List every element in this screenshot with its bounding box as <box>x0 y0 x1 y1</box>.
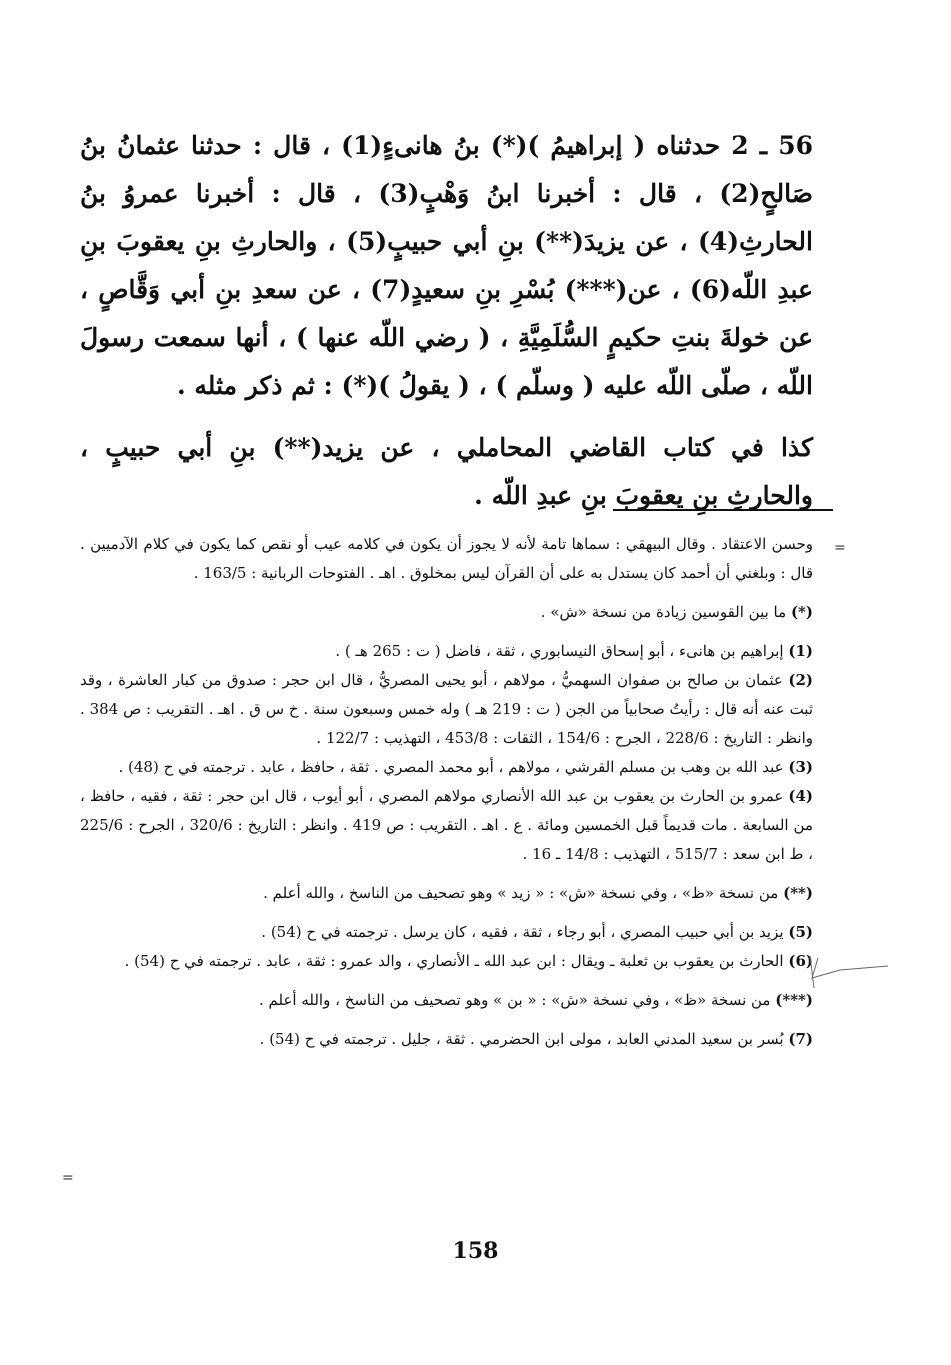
footnote-number: (1) <box>788 642 813 660</box>
footnote-text: من نسخة «ظ» ، وفي نسخة «ش» : « زيد » وهو تصحيف من الناسخ ، والله أعلم . <box>263 884 779 902</box>
footnote <box>80 598 813 627</box>
continuation-marker: = <box>834 540 846 556</box>
footnote <box>80 986 813 1015</box>
footnote-number: (3) <box>788 758 813 776</box>
footnote-continued <box>80 530 813 588</box>
footnote <box>80 753 813 782</box>
footnote-number: (**) <box>783 884 813 902</box>
footnote-text: من نسخة «ظ» ، وفي نسخة «ش» : « بن » وهو تصحيف من الناسخ ، والله أعلم . <box>258 991 771 1009</box>
continuation-marker: = <box>62 1170 74 1186</box>
footnote <box>80 879 813 908</box>
footnote-number: (5) <box>788 923 813 941</box>
page-number: 158 <box>452 1238 499 1264</box>
footnote-number: (4) <box>788 787 813 805</box>
footnote-text: الحارث بن يعقوب بن ثعلبة ـ ويقال : ابن عبد الله ـ الأنصاري ، والد عمرو : ثقة ، عابد . ترجمته في ح (54) . <box>124 952 784 970</box>
footnote-text: بُسر بن سعيد المدني العابد ، مولى ابن الحضرمي . ثقة ، جليل . ترجمته في ح (54) . <box>259 1030 784 1048</box>
pen-annotation-mark <box>800 948 890 998</box>
footnote-text: عثمان بن صالح بن صفوان السهميُّ ، مولاهم ، أبو يحيى المصريُّ ، قال ابن حجر : صدوق من كبار العاشرة ، وقد ثبت عنه أنه قال : رأيتُ صحابياً من الجن ( ت : 219 هـ ) وله خمس وسبعون سنة . خ س ق . اهـ . التقريب : ص 384 . وانظر : التاريخ : 228/6 ، الجرح : 154/6 ، الثقات : 453/8 ، التهذيب : 122/7 . <box>80 671 814 747</box>
footnote-number: (6) <box>788 952 813 970</box>
footnote <box>80 918 813 947</box>
main-text <box>80 122 813 520</box>
footnote-text: ما بين القوسين زيادة من نسخة «ش» . <box>540 603 787 621</box>
footnote-text: وحسن الاعتقاد . وقال البيهقي : سماها تامة لأنه لا يجوز أن يكون في كلامه عيب أو نقص كما يكون في كلام الآدميين . قال : وبلغني أن أحمد كان يستدل به على أن القرآن ليس بمخلوق . اهـ . الفتوحات الربانية : 163/5 . <box>80 535 813 582</box>
footnote-text: يزيد بن أبي حبيب المصري ، أبو رجاء ، ثقة ، فقيه ، كان يرسل . ترجمته في ح (54) . <box>261 923 784 941</box>
footnote <box>80 1025 813 1054</box>
footnote-number: (7) <box>788 1030 813 1048</box>
footnote <box>80 666 813 753</box>
footnote-text: عبد الله بن وهب بن مسلم القرشي ، مولاهم ، أبو محمد المصري . ثقة ، حافظ ، عابد . ترجمته في ح (48) . <box>118 758 784 776</box>
footnote <box>80 637 813 666</box>
footnote <box>80 782 813 869</box>
footnote-number: (***) <box>775 991 813 1009</box>
footnote-number: (2) <box>788 671 813 689</box>
footnote <box>80 947 813 976</box>
note-paragraph: كذا في كتاب القاضي المحاملي ، عن يزيد(**) بنِ أبي حبيبٍ ، والحارثِ بنِ يعقوبَ بنِ عبدِ اللّه . <box>80 433 813 510</box>
footnote-text: إبراهيم بن هانىء ، أبو إسحاق النيسابوري ، ثقة ، فاضل ( ت : 265 هـ ) . <box>335 642 784 660</box>
footnote-text: عمرو بن الحارث بن يعقوب بن عبد الله الأنصاري مولاهم المصري ، أبو أيوب ، قال ابن حجر : ثقة ، فقيه ، حافظ ، من السابعة . مات قديماً قبل الخمسين ومائة . ع . اهـ . التقريب : ص 419 . وانظر : التاريخ : 320/6 ، الجرح : 225/6 ، ط ابن سعد : 515/7 ، التهذيب : 14/8 ـ 16 . <box>80 787 813 863</box>
footnote-number: (*) <box>790 603 813 621</box>
footnotes <box>80 530 813 1054</box>
hadith-paragraph: 56 ـ 2 حدثناه ( إبراهيمُ )(*) بنُ هانىءٍ(1) ، قال : حدثنا عثمانُ بنُ صَالحٍ(2) ، قال : أخبرنا ابنُ وَهْبٍ(3) ، قال : أخبرنا عمروُ بنُ الحارثِ(4) ، عن يزيدَ(**) بنِ أبي حبيبٍ(5) ، والحارثِ بنِ يعقوبَ بنِ عبدِ اللّه(6) ، عن(***) بُسْرِ بنِ سعيدٍ(7) ، عن سعدِ بنِ أبي وَقَّاصٍ ، عن خولةَ بنتِ حكيمٍ السُّلَمِيَّةِ ، ( رضي اللّه عنها ) ، أنها سمعت رسولَ اللّه ، صلّى اللّه عليه ( وسلّم ) ، ( يقولُ )(*) : ثم ذكر مثله . <box>80 131 814 400</box>
footnote-separator <box>613 509 833 511</box>
